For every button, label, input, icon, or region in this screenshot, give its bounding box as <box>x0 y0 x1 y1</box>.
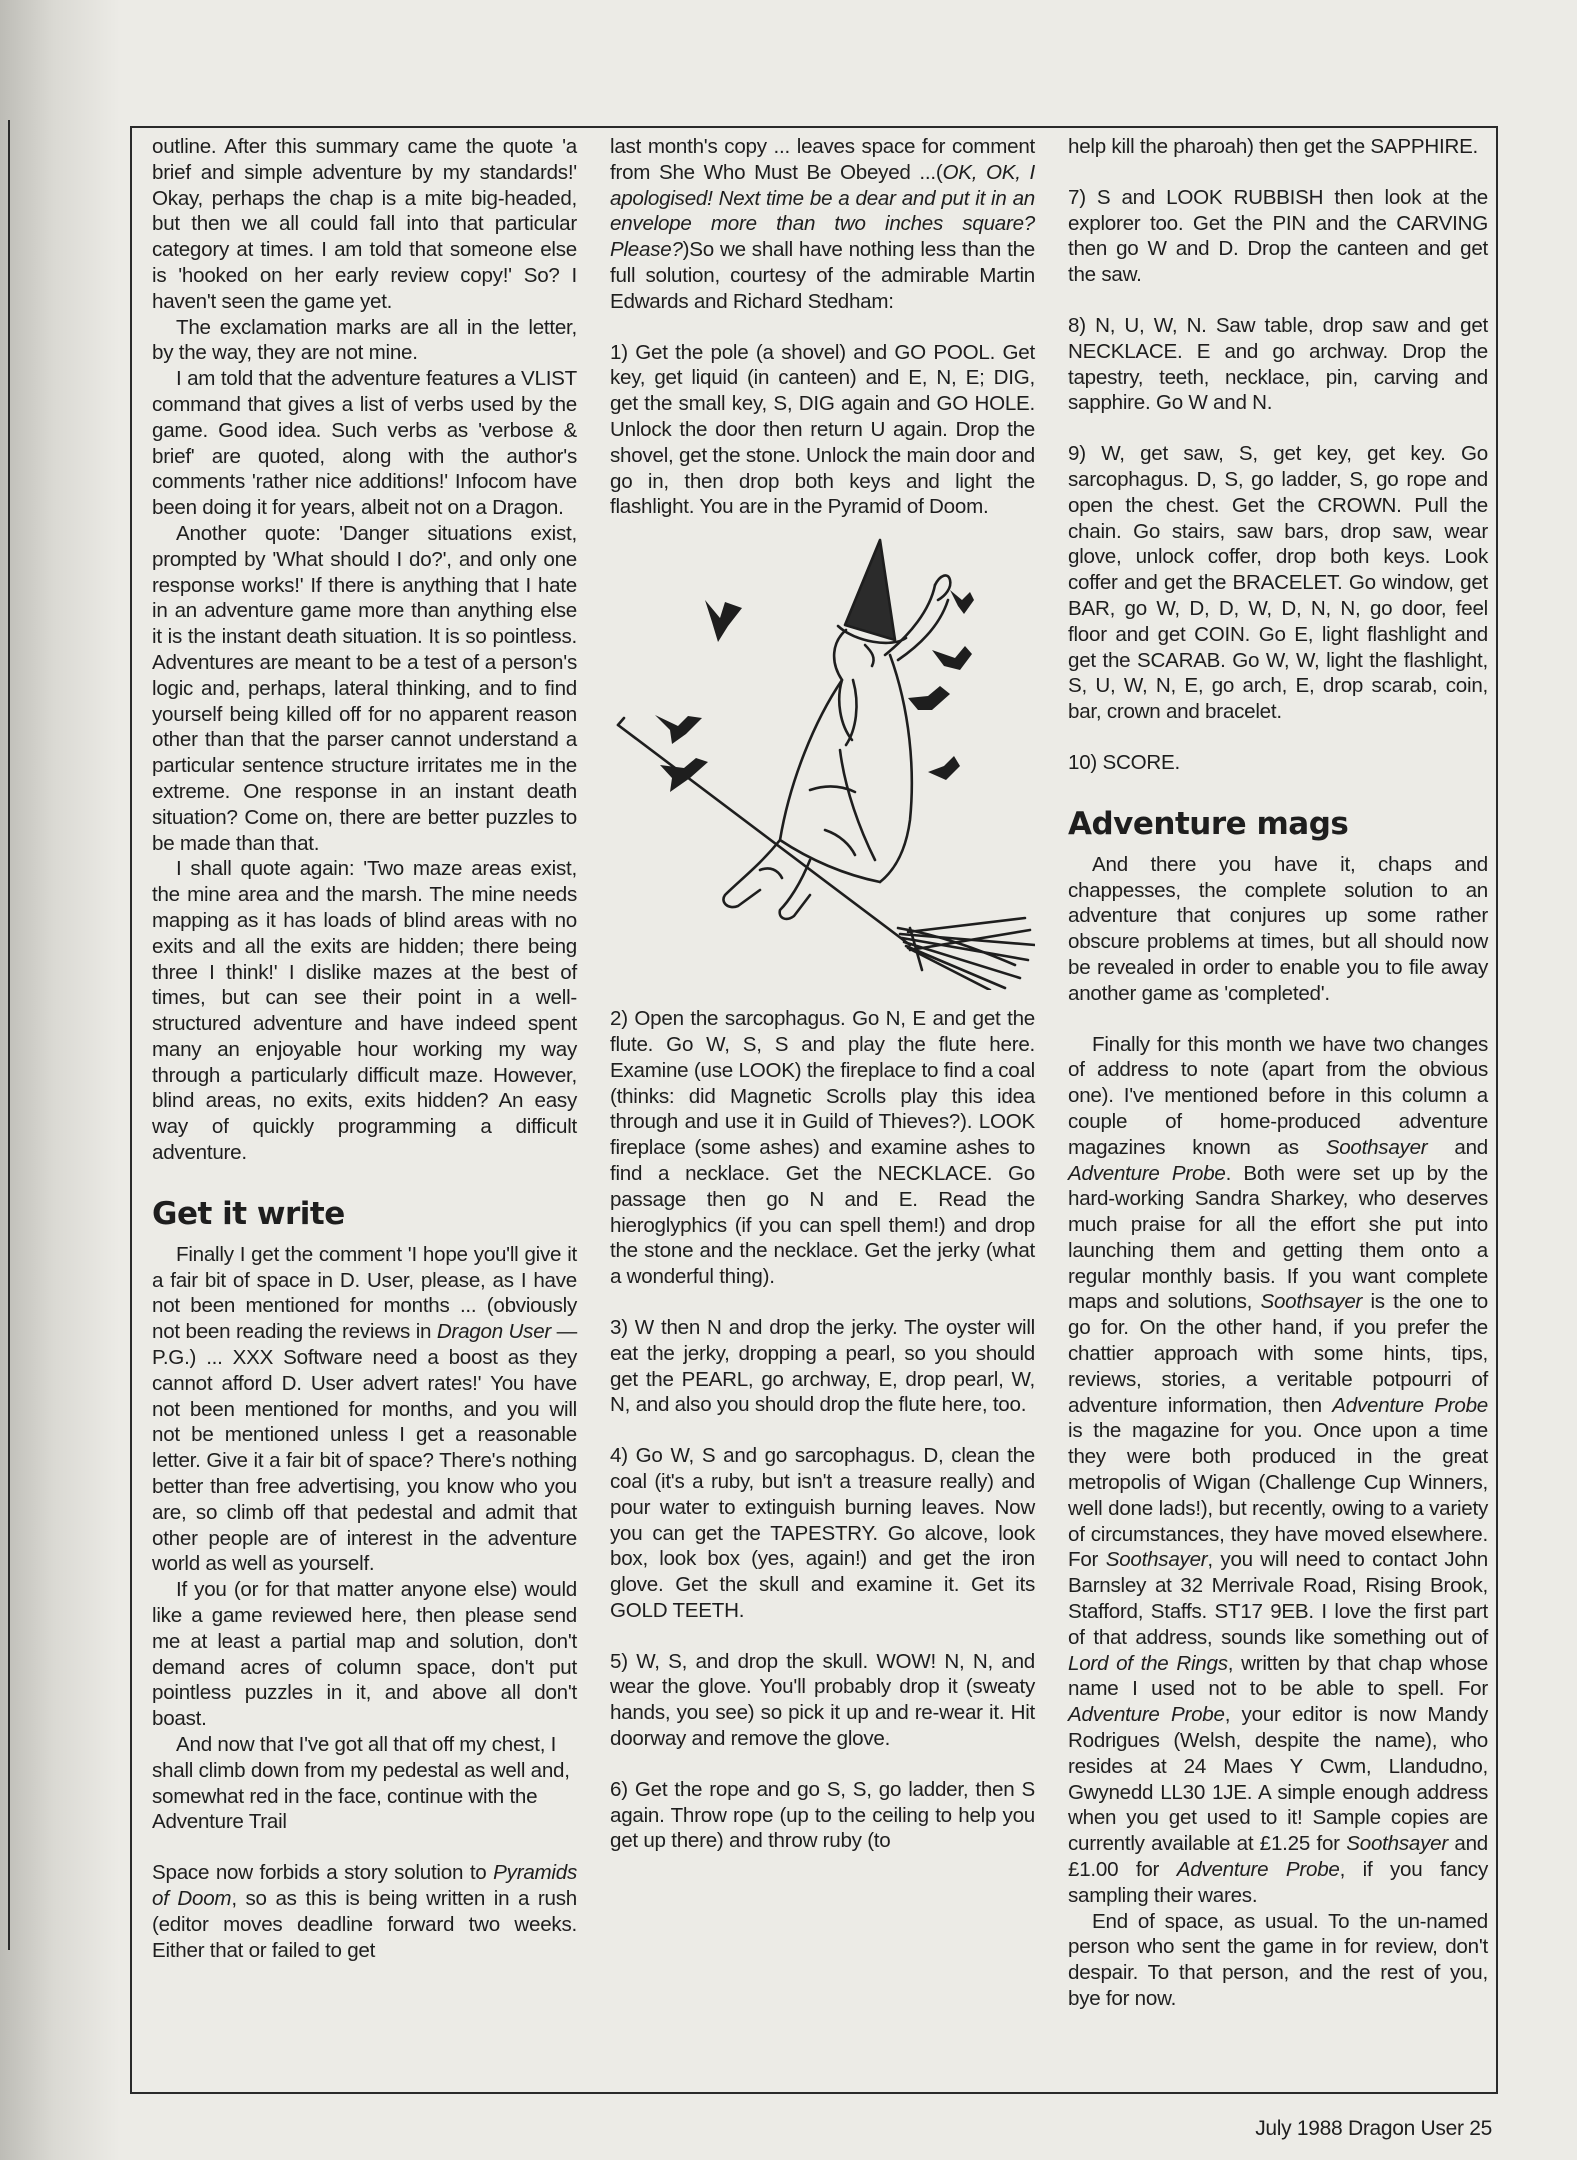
text-run: last month's copy ... leaves space for comment from She Who Must Be Obeyed ...( <box>610 135 1035 184</box>
sleeve <box>898 600 948 660</box>
bat-icon <box>928 756 960 780</box>
magazine-title: Soothsayer <box>1346 1832 1448 1856</box>
paragraph: I shall quote again: 'Two maze areas exist, the mine area and the marsh. The mine needs mapping as it has loads of blind areas with no exits and all the exits are hidden; there being three I think!' I dislike mazes at the best of times, but can see their point in a well-structured adventure and have indeed spent many an enjoyable hour working my way through a particularly difficult maze. However, blind areas, no exits, exits hidden? An easy way of quickly programming a difficult adventure. <box>152 857 577 1165</box>
bat-icon <box>908 686 950 710</box>
hand <box>935 576 950 601</box>
text-run: is the magazine for you. Once upon a time they were both produced in the great metropolis of Wigan (Challenge Cup Winners, well done lads!), but recently, owing to a variety of circumstances, they have moved elsewhere. For <box>1068 1419 1488 1572</box>
text-run: Finally I get the comment 'I hope you'll give it a fair bit of space in D. User, please, as I have not been mentioned for months ... (obviously not been reading the reviews in <box>152 1242 577 1344</box>
text-run: , if you fancy sampling their wares. <box>1068 1858 1488 1907</box>
page-gutter-shadow <box>0 0 120 2160</box>
paragraph: And now that I've got all that off my chest, I shall climb down from my pedestal as well and, somewhat red in the face, continue with the Adventure Trail <box>152 1733 570 1834</box>
paragraph: And there you have it, chaps and chappesses, the complete solution to an adventure that conjures up some rather obscure problems at times, but all should now be revealed in order to enable you to file away another game as 'completed'. <box>1068 852 1488 1005</box>
editor-aside: OK, OK, I apologised! Next time be a dear and put it in an envelope more than two inches square? Please? <box>610 160 1035 262</box>
robe-back <box>880 655 912 882</box>
solution-step-3: 3) W then N and drop the jerky. The oyster will eat the jerky, dropping a pearl, so you should get the PEARL, go archway, E, drop pearl, W, N, and also you should drop the flute here, too. <box>610 1315 1035 1417</box>
text-run: Space now forbids a story solution to <box>152 1861 494 1885</box>
text-run: , so as this is being written in a rush (editor moves deadline forward two weeks. Either that or failed to get <box>152 1887 577 1962</box>
paragraph: outline. After this summary came the quote 'a brief and simple adventure by my standards!' Okay, perhaps the chap is a mite big-headed, but then we all could fall into that particular category at times. I am told that someone else is 'hooked on her early review copy!' So? I haven't seen the game yet. <box>152 135 577 313</box>
section-heading: Adventure mags <box>1068 805 1349 842</box>
paragraph <box>152 1242 577 1577</box>
text-run: , written by that chap whose name I used not to be able to spell. For <box>1068 1651 1488 1701</box>
solution-step-6-continued: help kill the pharoah) then get the SAPPHIRE. <box>1068 135 1479 158</box>
game-title: Pyramids of Doom <box>152 1861 577 1910</box>
text-run: — P.G.) ... XXX Software need a boost as they cannot afford D. User advert rates!' You have not been mentioned for months, and you will not be mentioned unless I get a reasonable letter. Give it a fair bit of space? There's nothing better than free advertising, you know who you are, so climb off that pedestal and admit that other people are of interest in the adventure world as well as yourself. <box>152 1320 577 1576</box>
right-boot <box>780 860 810 919</box>
robe-front <box>780 680 880 882</box>
paragraph: Another quote: 'Danger situations exist, prompted by 'What should I do?', and only one response works!' If there is anything that I hate in an adventure game more than anything else it is the instant death situation. It is so pointless. Adventures are meant to be a test of a person's logic and, perhaps, lateral thinking, and to find yourself being killed off for no apparent reason other than that the parser cannot understand a particular sentence structure irritates me in the extreme. One response in an instant death situation? Come on, there are better puzzles to be made than that. <box>152 521 577 855</box>
text-run: Finally for this month we have two changes of address to note (apart from the obvious one). I've mentioned before in this column a couple of home-produced adventure magazines known as <box>1068 1032 1488 1159</box>
paragraph: The exclamation marks are all in the letter, by the way, they are not mine. <box>152 315 577 365</box>
magazine-title: Adventure Probe <box>1332 1393 1488 1417</box>
magazine-title: Adventure Probe <box>1068 1703 1225 1727</box>
broom-handle <box>618 725 910 945</box>
text-run: is the one to go for. On the other hand, if you prefer the chattier approach with some hints, tips, reviews, stories, a veritable potpourri of adventure information, then <box>1068 1290 1489 1417</box>
text-run: , your editor is now Mandy Rodrigues (Welsh, despite the name), who resides at 24 Maes Y Cwm, Llandudno, Gwynedd LL30 1JE. A simple enough address when you get used to it! Sample copies are currently available at £1.25 for <box>1068 1703 1488 1856</box>
bat-icon <box>705 600 742 642</box>
article-frame <box>130 126 1498 2094</box>
solution-step-7: 7) S and LOOK RUBBISH then look at the explorer too. Get the PIN and the CARVING then go W and D. Drop the canteen and get the saw. <box>1068 185 1488 287</box>
solution-step-10: 10) SCORE. <box>1068 750 1180 774</box>
text-run: and <box>1427 1135 1488 1159</box>
text-run: . Both were set up by the hard-working Sandra Sharkey, who deserves much praise for all the effort she put into launching them and getting them onto a regular monthly basis. If you want complete maps and solutions, <box>1068 1161 1488 1314</box>
magazine-title: Soothsayer <box>1105 1548 1208 1572</box>
beard-outline <box>834 630 852 740</box>
solution-step-4: 4) Go W, S and go sarcophagus. D, clean the coal (it's a ruby, but isn't a treasure really) and pour water to extinguish burning leaves. Now you can get the TAPESTRY. Go alcove, look box, look box (yes, again!) and get the iron glove. Get the skull and examine it. Get its GOLD TEETH. <box>610 1444 1035 1622</box>
paragraph: I am told that the adventure features a VLIST command that gives a list of verbs used by the game. Good idea. Such verbs as 'verbose & brief' are quoted, along with the author's comments 'rather nice additions!' Infocom have been doing it for years, albeit not on a Dragon. <box>152 367 577 520</box>
solution-step-1: 1) Get the pole (a shovel) and GO POOL. Get key, get liquid (in canteen) and E, N, E; DIG, get the small key, S, DIG again and GO HOLE. Unlock the door then return U again. Drop the shovel, get the stone. Unlock the main door and go in, then drop both keys and light the flashlight. You are in the Pyramid of Doom. <box>610 340 1035 519</box>
face <box>865 645 874 666</box>
solution-step-2: 2) Open the sarcophagus. Go N, E and get the flute. Go W, S, S and play the flute here. Examine (use LOOK) the fireplace to find a coal (thinks: did Magnetic Scrolls play this idea through and use it in Guild of Thieves?). LOOK fireplace (some ashes) and examine ashes to find a necklace. Get the NECKLACE. Go passage then go N and E. Read the hieroglyphics (if you can spell them!) and drop the stone and the necklace. Get the jerky (what a wonderful thing). <box>610 1007 1035 1289</box>
paragraph: If you (or for that matter anyone else) would like a game reviewed here, then please send me at least a partial map and solution, don't demand acres of column space, don't put pointless puzzles in it, and above all don't boast. <box>152 1578 577 1731</box>
magazine-title: Soothsayer <box>1325 1135 1428 1159</box>
magazine-title: Soothsayer <box>1260 1290 1363 1314</box>
left-boot <box>723 840 780 907</box>
solution-step-5: 5) W, S, and drop the skull. WOW! N, N, and wear the glove. You'll probably drop it (sweaty hands, you see) so pick it up and re-wear it. Hit doorway and remove the glove. <box>610 1649 1035 1751</box>
page-footer: July 1988 Dragon User 25 <box>1255 2117 1492 2140</box>
section-heading: Get it write <box>152 1195 345 1232</box>
text-run: and £1.00 for <box>1068 1832 1488 1882</box>
bat-icon <box>932 646 972 670</box>
wizard-on-broomstick-illustration <box>610 530 1035 990</box>
text-run: )So we shall have nothing less than the full solution, courtesy of the admirable Martin Edwards and Richard Stedham: <box>610 238 1035 313</box>
solution-step-8: 8) N, U, W, N. Saw table, drop saw and get NECKLACE. E and go archway. Drop the tapestry, teeth, necklace, pin, carving and sapphire. Go W and N. <box>1068 313 1488 415</box>
column-1 <box>152 134 577 1963</box>
magazine-title: Adventure Probe <box>1176 1858 1340 1882</box>
column-2 <box>610 134 1035 1854</box>
boot-cuff <box>760 869 782 879</box>
book-title: Lord of the Rings <box>1068 1651 1228 1675</box>
wizard-drawing <box>610 530 1035 990</box>
column-3 <box>1068 134 1488 2012</box>
magazine-title: Dragon User <box>436 1320 552 1344</box>
facing-page-border <box>8 120 10 1950</box>
solution-step-6: 6) Get the rope and go S, S, go ladder, then S again. Throw rope (up to the ceiling to help you get up there) and throw ruby (to <box>610 1777 1035 1853</box>
bat-icon <box>655 715 702 744</box>
bats <box>655 590 974 792</box>
text-run: , you will need to contact John Barnsley at 32 Merrivale Road, Rising Brook, Stafford, Staffs. ST17 9EB. I love the first part of that address, sounds like something out of <box>1068 1548 1488 1649</box>
broom-tip <box>618 718 624 725</box>
magazine-title: Adventure Probe <box>1068 1161 1226 1185</box>
knee <box>825 830 855 855</box>
bat-icon <box>950 590 974 614</box>
paragraph <box>1068 1032 1488 1909</box>
broom-bristles <box>898 918 1035 990</box>
pointed-hat <box>845 540 895 640</box>
solution-step-9: 9) W, get saw, S, get key, get key. Go sarcophagus. D, S, go ladder, S, go rope and open the chest. Get the CROWN. Pull the chain. Go stairs, saw bars, drop saw, wear glove, unlock coffer, drop both keys. Look coffer and get the BRACELET. Go window, get BAR, go W, D, D, W, D, N, N, go door, feel floor and get COIN. Go E, light flashlight and get the SCARAB. Go W, W, light the flashlight, S, U, W, N, E, go arch, E, drop scarab, coin, bar, crown and bracelet. <box>1068 442 1488 724</box>
paragraph <box>610 134 1035 315</box>
paragraph: End of space, as usual. To the un-named person who sent the game in for review, don't despair. To that person, and the rest of you, bye for now. <box>1068 1909 1488 2010</box>
paragraph <box>152 1860 577 1963</box>
